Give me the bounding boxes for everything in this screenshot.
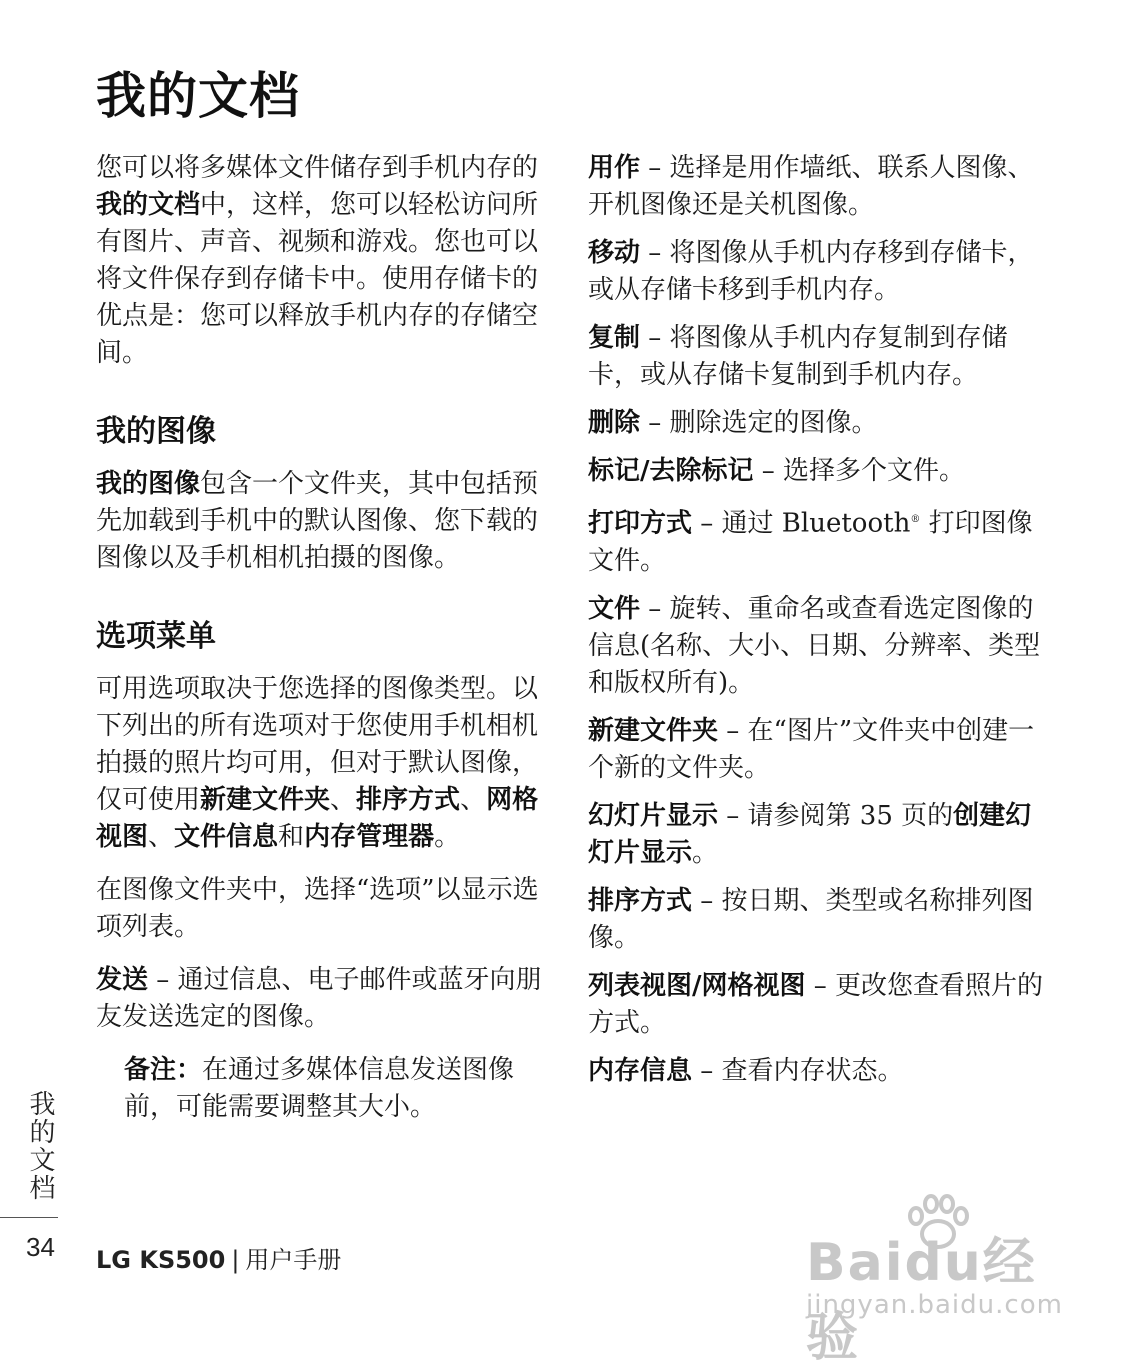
my-images-bold: 我的图像 (96, 469, 201, 499)
option-item-memory-info (588, 1053, 1048, 1090)
option-term: 移动 (588, 238, 641, 268)
note-text: 在通过多媒体信息发送图像前，可能需要调整其大小。 (124, 1055, 515, 1122)
footer-model: LG KS500 (96, 1246, 226, 1274)
option-term: 幻灯片显示 (588, 800, 719, 831)
option-item-move (588, 235, 1048, 309)
option-desc: – 通过 Bluetooth (692, 508, 911, 539)
note-paragraph (96, 1052, 556, 1126)
options-bold-grid-view: 网格视图 (96, 785, 539, 852)
option-term: 删除 (588, 408, 641, 438)
my-images-text: 包含一个文件夹，其中包括预先加载到手机中的默认图像、您下载的图像以及手机相机拍摄的图像。 (96, 469, 539, 573)
option-term: 文件 (588, 593, 641, 624)
option-term: 新建文件夹 (588, 715, 719, 746)
option-desc-tail: 。 (692, 837, 719, 868)
side-divider (0, 1217, 58, 1218)
option-desc: – 将图像从手机内存复制到存储卡，或从存储卡复制到手机内存。 (588, 323, 1008, 390)
option-term-send: 发送 (96, 965, 149, 995)
option-item-slideshow (588, 798, 1048, 872)
page-title: 我的文档 (96, 67, 300, 125)
baidu-jingyan-watermark (806, 1186, 1066, 1368)
option-term: 复制 (588, 323, 641, 353)
right-column (588, 150, 1048, 1101)
option-desc: – 删除选定的图像。 (640, 408, 878, 438)
option-term: 用作 (588, 153, 641, 183)
option-item-mark-unmark (588, 453, 1048, 490)
footer-manual: 用户手册 (245, 1246, 342, 1274)
option-item-delete (588, 405, 1048, 442)
option-item-file (588, 591, 1048, 702)
options-text-1: 可用选项取决于您选择的图像类型。以下列出的所有选项对于您使用手机相机拍摄的照片均可用，但对于默认图像，仅可使用 (96, 674, 539, 815)
side-tab-label: 我的文档 (25, 1090, 55, 1202)
intro-text-2: 中，这样，您可以轻松访问所有图片、声音、视频和游戏。您也可以将文件保存到存储卡中。使用存储卡的优点是：您可以释放手机内存的存储空间。 (96, 190, 539, 368)
option-term: 打印方式 (588, 508, 693, 539)
option-item-use-as (588, 150, 1048, 224)
option-item-list-grid-view (588, 968, 1048, 1042)
note-label: 备注： (124, 1055, 203, 1085)
option-desc: – 按日期、类型或名称排列图像。 (588, 885, 1034, 953)
options-text-4: 、 (148, 822, 175, 852)
option-desc: – 选择是用作墙纸、联系人图像、开机图像还是关机图像。 (588, 153, 1034, 220)
option-term: 内存信息 (588, 1055, 693, 1086)
watermark-url: jingyan.baidu.com (806, 1290, 1063, 1320)
options-bold-file-info: 文件信息 (174, 822, 279, 852)
footer (96, 1240, 341, 1275)
section-heading-my-images: 我的图像 (96, 414, 216, 449)
options-text-2: 、 (330, 785, 357, 815)
option-item-send (96, 962, 556, 1036)
my-images-paragraph (96, 466, 556, 577)
options-paragraph (96, 671, 556, 856)
footer-separator: | (231, 1246, 240, 1274)
options-bold-sort-by: 排序方式 (356, 785, 461, 815)
intro-paragraph (96, 150, 556, 372)
option-desc: – 将图像从手机内存移到存储卡，或从存储卡移到手机内存。 (588, 238, 1034, 305)
options-bold-memory-manager: 内存管理器 (304, 822, 435, 852)
registered-mark: ® (910, 514, 921, 525)
watermark-logo-text: Baidu经验 (806, 1233, 1037, 1368)
option-desc: – 请参阅第 35 页的 (718, 800, 954, 831)
option-desc-cont: 打印图像文件。 (588, 508, 1033, 576)
option-desc: – 更改您查看照片的方式。 (588, 970, 1044, 1038)
option-item-print-via (588, 501, 1048, 580)
left-column (96, 150, 556, 1142)
options-instruction: 在图像文件夹中，选择“选项”以显示选项列表。 (96, 875, 539, 942)
options-text-6: 。 (434, 822, 461, 852)
section-heading-options-menu: 选项菜单 (96, 619, 216, 654)
option-desc: – 在“图片”文件夹中创建一个新的文件夹。 (588, 715, 1035, 783)
option-desc: – 选择多个文件。 (753, 456, 966, 486)
option-item-new-folder (588, 713, 1048, 787)
option-term: 列表视图/网格视图 (588, 970, 806, 1001)
option-term: 排序方式 (588, 885, 693, 916)
option-bold-create-slideshow: 创建幻灯片显示 (588, 800, 1032, 868)
option-desc-send: – 通过信息、电子邮件或蓝牙向朋友发送选定的图像。 (96, 965, 542, 1032)
option-term: 标记/去除标记 (588, 456, 754, 486)
intro-text-1: 您可以将多媒体文件储存到手机内存的 (96, 153, 539, 183)
options-text-5: 和 (278, 822, 305, 852)
options-bold-new-folder: 新建文件夹 (200, 785, 331, 815)
option-desc: – 查看内存状态。 (692, 1055, 904, 1086)
options-text-3: 、 (460, 785, 487, 815)
page-number: 34 (26, 1232, 55, 1262)
option-desc: – 旋转、重命名或查看选定图像的信息(名称、大小、日期、分辨率、类型和版权所有)。 (588, 593, 1041, 698)
intro-bold-my-documents: 我的文档 (96, 190, 201, 220)
option-item-copy (588, 320, 1048, 394)
option-item-sort-by (588, 883, 1048, 957)
